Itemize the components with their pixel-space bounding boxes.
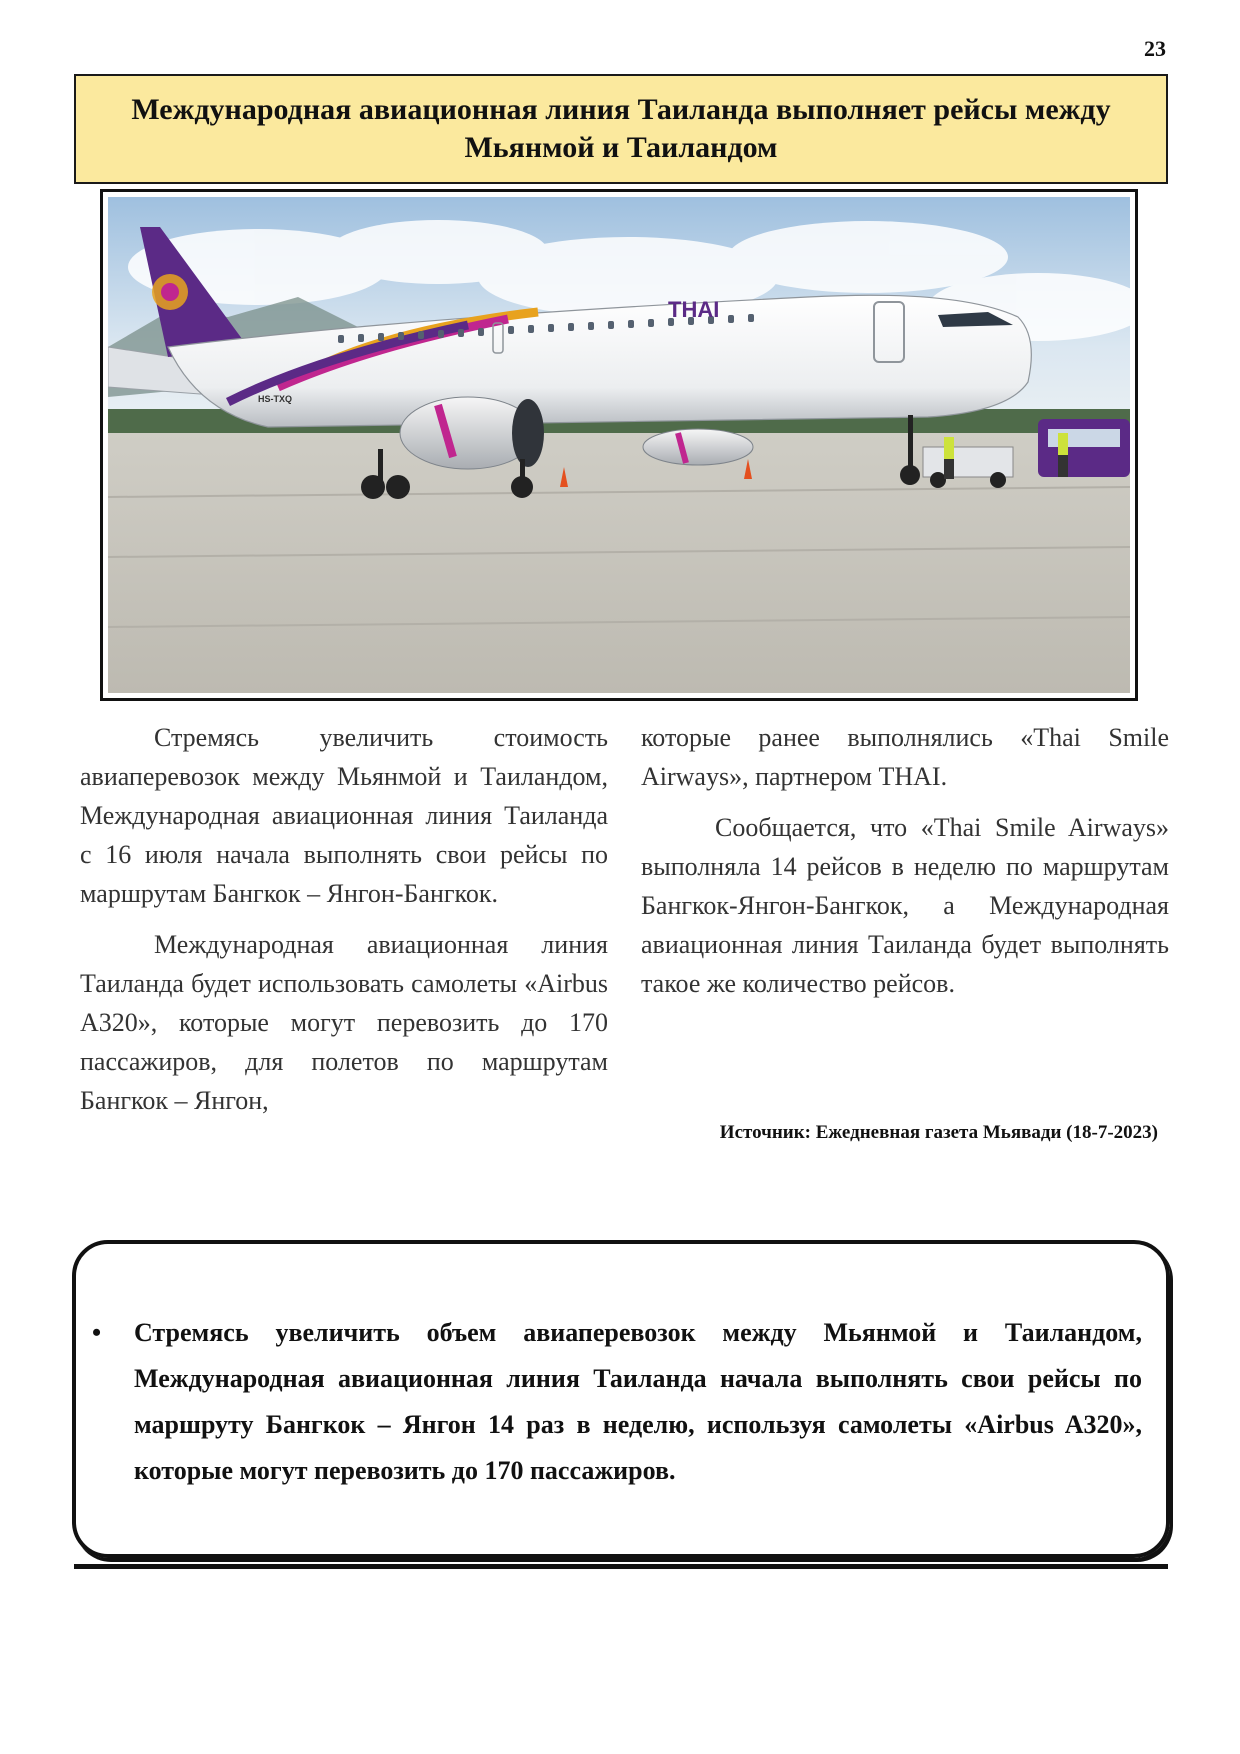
article-paragraph: Стремясь увеличить стоимость авиаперевозок между Мьянмой и Таиландом, Международная авиационная линия Таиланда с 16 июля начала выполнять свои рейсы по маршрутам Бангкок – Янгон-Бангкок.: [80, 723, 608, 908]
summary-box: [72, 1240, 1170, 1558]
headline-line-1: Международная авиационная линия Таиланда выполняет рейсы между: [131, 93, 1111, 126]
article-right-column: [641, 718, 1169, 1015]
bottom-rule: [74, 1564, 1168, 1569]
livery-text: THAI: [668, 297, 720, 322]
headline-box: [74, 74, 1168, 184]
article-paragraph: которые ранее выполнялись «Thai Smile Airways», партнером THAI.: [641, 723, 1169, 791]
registration-text: HS-TXQ: [258, 394, 293, 404]
aircraft-illustration: [108, 197, 1130, 693]
source-citation: Источник: Ежедневная газета Мьявади (18-7-2023): [719, 1122, 1158, 1143]
headline-line-2: Мьянмой и Таиландом: [464, 131, 778, 164]
page-number: 23: [1144, 36, 1166, 61]
engine-right: [643, 429, 753, 465]
headline: [131, 91, 1110, 167]
bullet-icon: •: [92, 1318, 102, 1347]
article-left-column: [80, 718, 608, 1132]
article-paragraph: Международная авиационная линия Таиланда будет использовать самолеты «Airbus A320», которые могут перевозить до 170 пассажиров, для полетов по маршрутам Бангкок – Янгон,: [80, 930, 608, 1115]
aircraft-photo: [100, 189, 1138, 701]
article-paragraph: Сообщается, что «Thai Smile Airways» выполняла 14 рейсов в неделю по маршрутам Бангкок-Янгон-Бангкок, а Международная авиационная линия Таиланда будет выполнять такое же количество рейсов.: [641, 813, 1169, 998]
engine-left: [400, 397, 544, 469]
summary-item: [92, 1310, 1142, 1494]
summary-text: Стремясь увеличить объем авиаперевозок между Мьянмой и Таиландом, Международная авиационная линия Таиланда начала выполнять свои рейсы по маршруту Бангкок – Янгон 14 раз в неделю, используя самолеты «Airbus A320», которые могут перевозить до 170 пассажиров.: [134, 1318, 1142, 1485]
boarding-bus: [1038, 419, 1130, 477]
